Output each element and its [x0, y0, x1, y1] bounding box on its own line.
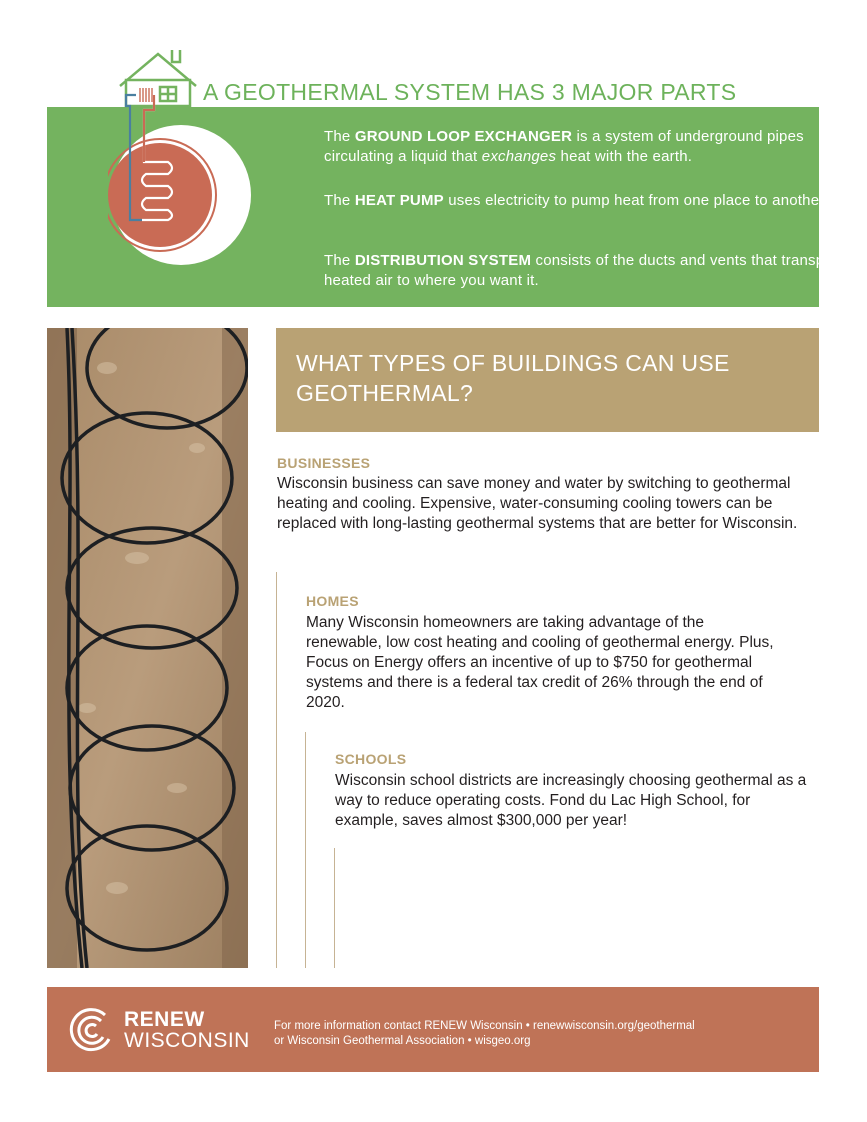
part-heat-pump: The HEAT PUMP uses electricity to pump heat from one place to another.: [324, 192, 828, 209]
footer-contact-line-1: For more information contact RENEW Wisconsin • renewwisconsin.org/geothermal: [274, 1020, 695, 1032]
footer-band: [47, 987, 819, 1072]
homes-heading: HOMES: [306, 593, 359, 609]
homes-text: Many Wisconsin homeowners are taking advantage of the renewable, low cost heating and cooling of geothermal energy. Plus, Focus on Energy offers an incentive of up to $750 for geothermal systems and there is a federal tax credit of 26% through the end of 2020.: [306, 614, 774, 711]
buildings-heading-box: [276, 328, 819, 432]
renew-wisconsin-logo-icon: [65, 1005, 117, 1057]
divider-businesses: [276, 572, 277, 968]
footer-contact-line-2: or Wisconsin Geothermal Association • wisgeo.org: [274, 1035, 531, 1047]
buildings-heading: WHAT TYPES OF BUILDINGS CAN USE GEOTHERMAL?: [296, 350, 730, 406]
divider-homes: [305, 732, 306, 968]
schools-text: Wisconsin school districts are increasingly choosing geothermal as a way to reduce operating costs. Fond du Lac High School, for example, saves almost $300,000 per year!: [335, 772, 807, 829]
part-distribution: The DISTRIBUTION SYSTEM consists of the ducts and vents that transport heated air to where you want it.: [324, 252, 843, 289]
geothermal-house-icon: [108, 50, 258, 290]
brand-name-line-2: WISCONSIN: [124, 1029, 250, 1052]
part-ground-loop: The GROUND LOOP EXCHANGER is a system of underground pipes circulating a liquid that exchanges heat with the earth.: [324, 128, 804, 165]
divider-schools: [334, 848, 335, 968]
schools-heading: SCHOOLS: [335, 751, 407, 767]
businesses-heading: BUSINESSES: [277, 455, 371, 471]
ground-loop-photo: [47, 328, 248, 968]
page-title: A GEOTHERMAL SYSTEM HAS 3 MAJOR PARTS: [203, 79, 737, 105]
businesses-text: Wisconsin business can save money and water by switching to geothermal heating and cooling. Expensive, water-consuming cooling towers can be replaced with long-lasting geothermal systems that are better for Wisconsin.: [277, 475, 798, 532]
brand-name-line-1: RENEW: [124, 1008, 205, 1031]
